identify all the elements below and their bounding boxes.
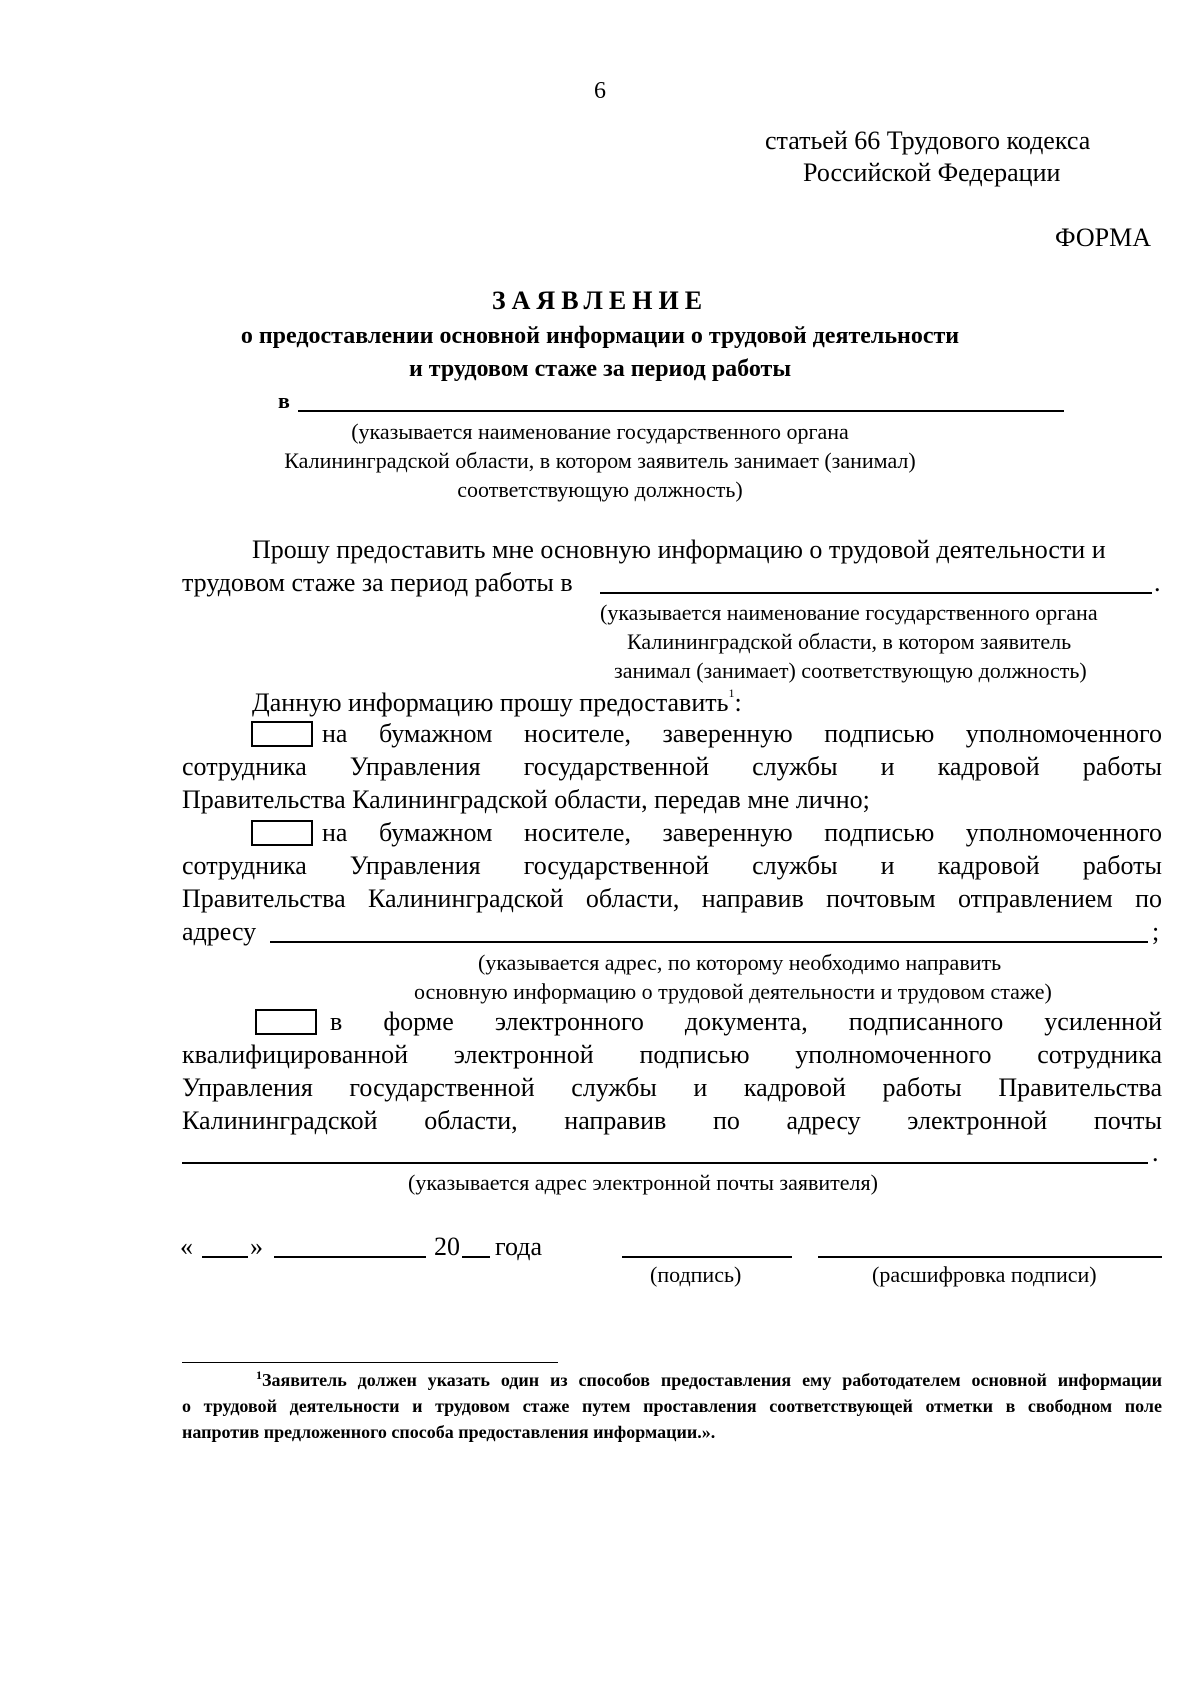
option3-line3: Управления государственной службы и кадровой работы Правительства	[182, 1073, 1162, 1102]
header-ref-line1: статьей 66 Трудового кодекса	[765, 126, 1091, 155]
option1-line1: на бумажном носителе, заверенную подписью уполномоченного	[322, 719, 1162, 748]
option2-line2: сотрудника Управления государственной службы и кадровой работы	[182, 851, 1162, 880]
date-month-field[interactable]	[274, 1256, 426, 1258]
date-year-field[interactable]	[462, 1256, 490, 1258]
option3-line5-end: .	[1152, 1138, 1159, 1167]
hint-org-line2: Калининградской области, в котором заявитель занимает (занимал)	[284, 448, 916, 473]
footnote-line1	[256, 1370, 1162, 1391]
footnote-line1-text: Заявитель должен указать один из способов предоставления ему работодателем основной информации	[262, 1370, 1162, 1390]
footnote-mark: 1	[256, 1368, 262, 1382]
postal-address-field[interactable]	[270, 941, 1148, 943]
request-line1: Прошу предоставить мне основную информацию о трудовой деятельности и	[252, 535, 1106, 564]
date-day-field[interactable]	[202, 1256, 248, 1258]
option2-line4-label: адресу	[182, 917, 257, 946]
option3-line4: Калининградской области, направив по адресу электронной почты	[182, 1106, 1162, 1135]
signature-field[interactable]	[622, 1256, 792, 1258]
hint-address-line2: основную информацию о трудовой деятельности и трудовом стаже)	[414, 979, 1052, 1004]
work-period-org-field[interactable]	[600, 592, 1152, 594]
title-line1: о предоставлении основной информации о трудовой деятельности	[240, 323, 960, 349]
request-line2-end: .	[1154, 568, 1161, 597]
option2-line1: на бумажном носителе, заверенную подписью уполномоченного	[322, 818, 1162, 847]
signature-decoding-label: (расшифровка подписи)	[872, 1262, 1097, 1287]
date-close-quote: »	[250, 1232, 263, 1261]
option-paper-in-person-checkbox[interactable]	[251, 721, 313, 747]
option1-line2: сотрудника Управления государственной службы и кадровой работы	[182, 752, 1162, 781]
date-year-prefix: 20	[434, 1232, 460, 1261]
date-open-quote: «	[180, 1232, 193, 1261]
hint-org2-line1: (указывается наименование государственного органа	[600, 600, 1098, 625]
footnote-separator	[182, 1362, 558, 1363]
option2-line3: Правительства Калининградской области, направив почтовым отправлением по	[182, 884, 1162, 913]
request-line2: трудовом стаже за период работы в	[182, 568, 573, 597]
org-name-field[interactable]	[298, 410, 1064, 412]
footnote-line2: о трудовой деятельности и трудовом стаже путем проставления соответствующей отметки в свободном поле	[182, 1396, 1162, 1416]
signature-decoding-field[interactable]	[818, 1256, 1162, 1258]
option2-line4-end: ;	[1152, 917, 1160, 946]
document-title: ЗАЯВЛЕНИЕ	[491, 286, 709, 315]
provide-intro-text: Данную информацию прошу предоставить	[252, 688, 729, 717]
header-ref-line2: Российской Федерации	[803, 158, 1061, 187]
footnote-line3: напротив предложенного способа предоставления информации.».	[182, 1422, 716, 1442]
option3-line1: в форме электронного документа, подписанного усиленной	[330, 1007, 1162, 1036]
form-label: ФОРМА	[1055, 223, 1151, 252]
hint-org-line3: соответствующую должность)	[457, 477, 743, 502]
title-line2: и трудовом стаже за период работы	[408, 356, 792, 382]
hint-org2-line3: занимал (занимает) соответствующую должность)	[614, 658, 1087, 683]
provide-intro	[252, 688, 742, 718]
option1-line3: Правительства Калининградской области, передав мне лично;	[182, 785, 870, 814]
to-prefix: в	[278, 388, 290, 413]
hint-address-line1: (указывается адрес, по которому необходимо направить	[478, 950, 1002, 975]
option-paper-by-mail-checkbox[interactable]	[251, 820, 313, 846]
date-year-suffix: года	[495, 1232, 543, 1261]
hint-org2-line2: Калининградской области, в котором заявитель	[627, 629, 1072, 654]
hint-org-line1: (указывается наименование государственного органа	[351, 419, 849, 444]
footnote-ref-mark: 1	[728, 686, 735, 700]
signature-label: (подпись)	[650, 1262, 742, 1287]
option3-line2: квалифицированной электронной подписью уполномоченного сотрудника	[182, 1040, 1162, 1069]
email-address-field[interactable]	[182, 1162, 1148, 1164]
page-number: 6	[594, 78, 606, 104]
provide-intro-colon: :	[734, 688, 742, 717]
hint-email: (указывается адрес электронной почты заявителя)	[408, 1170, 878, 1195]
option-electronic-checkbox[interactable]	[255, 1009, 317, 1035]
